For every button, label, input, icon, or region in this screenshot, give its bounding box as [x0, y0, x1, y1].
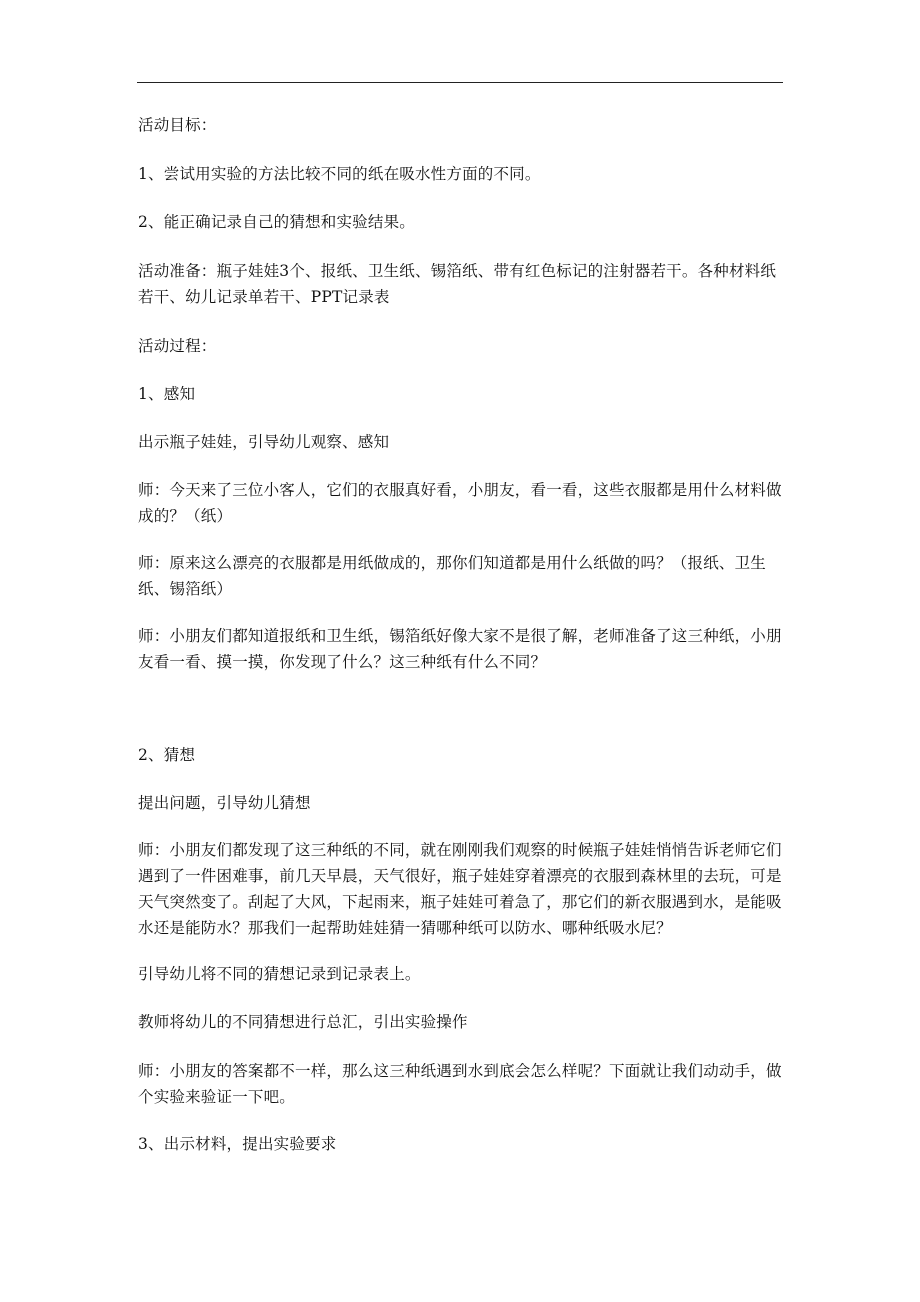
step-heading-1: 1、感知	[138, 385, 196, 403]
goal-item-1: 1、尝试用实验的方法比较不同的纸在吸水性方面的不同。	[138, 165, 541, 183]
step-1-intro: 出示瓶子娃娃，引导幼儿观察、感知	[138, 433, 390, 451]
teacher-dialogue-3: 师：小朋友们都知道报纸和卫生纸，锡箔纸好像大家不是很了解，老师准备了这三种纸，小朋友看一看、摸一摸，你发现了什么？这三种纸有什么不同？	[138, 627, 782, 671]
section-heading-goals: 活动目标：	[138, 116, 217, 134]
teacher-summary-line: 教师将幼儿的不同猜想进行总汇，引出实验操作	[138, 1013, 468, 1031]
section-heading-process: 活动过程：	[138, 337, 217, 355]
teacher-dialogue-1: 师：今天来了三位小客人，它们的衣服真好看，小朋友，看一看，这些衣服都是用什么材料做成的？（纸）	[138, 481, 782, 525]
step-2-intro: 提出问题，引导幼儿猜想	[138, 794, 311, 812]
preparation-paragraph: 活动准备：瓶子娃娃3个、报纸、卫生纸、锡箔纸、带有红色标记的注射器若干。各种材料纸若干、幼儿记录单若干、PPT记录表	[138, 262, 777, 306]
header-rule	[137, 82, 783, 83]
teacher-dialogue-2: 师：原来这么漂亮的衣服都是用纸做成的，那你们知道都是用什么纸做的吗？（报纸、卫生纸、锡箔纸）	[138, 554, 767, 598]
step-heading-2: 2、猜想	[138, 746, 196, 764]
teacher-dialogue-4: 师：小朋友们都发现了这三种纸的不同，就在刚刚我们观察的时候瓶子娃娃悄悄告诉老师它们遇到了一件困难事，前几天早晨，天气很好，瓶子娃娃穿着漂亮的衣服到森林里的去玩，可是天气突然变了。刮起了大风，下起雨来，瓶子娃娃可着急了，那它们的新衣服遇到水，是能吸水还是能防水？那我们一起帮助娃娃猜一猜哪种纸可以防水、哪种纸吸水尼？	[138, 841, 782, 937]
step-heading-3: 3、出示材料，提出实验要求	[138, 1135, 337, 1153]
goal-item-2: 2、能正确记录自己的猜想和实验结果。	[138, 213, 415, 231]
teacher-dialogue-5: 师：小朋友的答案都不一样，那么这三种纸遇到水到底会怎么样呢？下面就让我们动动手，做个实验来验证一下吧。	[138, 1062, 782, 1106]
guide-record-line: 引导幼儿将不同的猜想记录到记录表上。	[138, 965, 421, 983]
